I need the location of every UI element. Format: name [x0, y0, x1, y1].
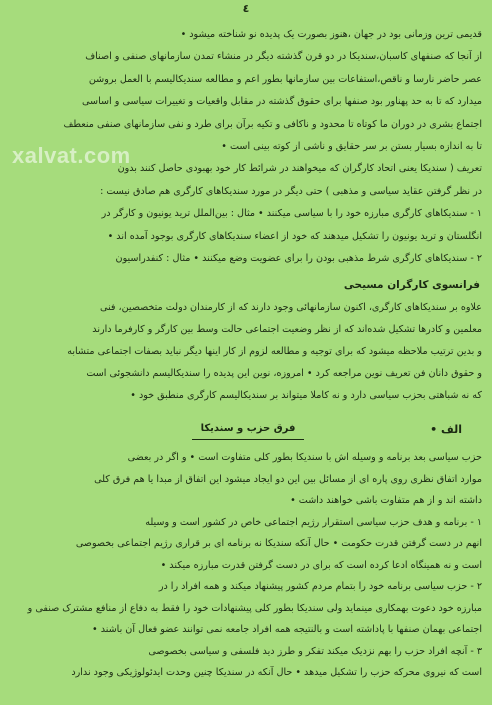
text-line: عصر حاضر نارسا و ناقص،استفاعات بین سازمانها بطور اعم و مطالعه سندیکالیسم با العمل بروشن: [88, 73, 482, 85]
text-line: ۱ - سندیکاهای کارگری مبارزه خود را با سیاسی میکنند • مثال : بین‌الملل ترید یونیون و کارگر در: [101, 208, 482, 220]
text-line: موارد اتفاق نظری روی پاره ای از مسائل بین این دو ایجاد میشود این اتفاق از مبدا یا هم فرق کلی: [94, 473, 482, 485]
watermark-logo: xalvat.com: [12, 143, 131, 168]
text-line: در نظر گرفتن عقاید سیاسی و مذهبی ) حتی دیگر در مورد سندیکاهای کارگری هم صادق نیست :: [100, 185, 482, 197]
section-title: فرق حزب و سندیکا: [192, 423, 304, 440]
text-line: معلمین و کادرها تشکیل شده‌اند که از نظر وضعیت اجتماعی حالت وسط بین کارگر و کارفرما دارند: [92, 324, 482, 335]
text-line: و بدین ترتیب ملاحظه میشود که برای توجیه و مطالعه لزوم از کار اینها دیگر نباید بصفات اجتماعی متشابه: [67, 346, 482, 357]
text-line: علاوه بر سندیکاهای کارگری، اکنون سازمانهائی وجود دارند که از کارمندان دولت متخصصین، فنی: [100, 302, 482, 313]
section-letter: الف •: [430, 423, 462, 436]
text-line: تعریف ( سندیکا یعنی اتحاد کارگران که میخواهند در شرائط کار خود بهبودی حاصل کنند بدون: [117, 163, 482, 175]
text-line: اجتماع بشری در دوران ما کوتاه تا محدود و ناکافی و تکیه برآن برای طرد و نفی سازمانهای صنفی منعطف: [63, 118, 482, 130]
text-line: ۲ - حزب سیاسی برنامه خود را بتمام مردم کشور پیشنهاد میکند و همه افراد را در: [158, 581, 482, 592]
text-line: و حقوق دانان فن تعریف نوین مراجعه کرد • امروزه، نوین این پدیده را سندیکالیسم دانشجوئی است: [86, 368, 482, 379]
text-line: قدیمی ترین وزمانی بود در جهان ،هنوز بصورت یک پدیده نو شناخته میشود •: [180, 29, 482, 40]
text-line: است و نه همینگاه ادعا کرده است که برای در دست گرفتن قدرت مبارزه میکند •: [160, 559, 482, 571]
text-line: انهم در دست گرفتن قدرت حکومت • حال آنکه سندیکا نه برنامه ای بر قراری رژیم اجتماعی بخصوصی: [75, 538, 482, 549]
text-line: مبارزه خود دعوت بهمکاری مینماید ولی سندیکا بطور کلی پیشنهادات خود را فقط به دفاع از منافع مشترک صنفی و: [27, 602, 482, 614]
text-line: از آنجا که صنفهای کاسبان،سندیکا در دو قرن گذشته دیگر در منشاء تمدن سازمانهای صنفی و اصناف: [85, 51, 482, 63]
text-line: است که نیروی محرکه حزب را تشکیل میدهد • حال آنکه در سندیکا چنین وحدت ایدئولوژیکی وجود ندارد: [71, 667, 482, 678]
text-line: ۱ - برنامه و هدف حزب سیاسی استقرار رژیم اجتماعی خاص در کشور است و وسیله: [145, 516, 482, 528]
text-line: داشته اند و از هم متفاوت باشی خواهند داشت •: [290, 495, 482, 506]
text-line: ۲ - سندیکاهای کارگری شرط مذهبی بودن را برای عضویت وضع میکنند • مثال : کنفدراسیون: [115, 253, 482, 264]
page-number: ٤: [242, 2, 250, 15]
text-line: اجتماعی بهمان صنفها با پاداشته است و بالنتیجه همه افراد جامعه نمی توانند عضو فعال آن باشند •: [91, 624, 482, 635]
text-line: انگلستان و ترید یونیون را تشکیل میدهند که خود از اعضاء سندیکاهای کارگری بوجود آمده اند •: [107, 230, 482, 242]
text-line: میدارد که تا به حد پهناور بود صنفها برای حقوق گذشته در مقابل واقعیات و تغییرات سیاسی و اساسی: [82, 96, 482, 108]
subheading-christian-workers: فرانسوی کارگران مسیحی: [343, 279, 480, 291]
text-line: تا به اندازه بسیار بستن بر سر حقایق و ناشی از کوته بینی است •: [221, 141, 482, 152]
text-line: که نه شباهتی بحزب سیاسی دارد و نه کاملا میتواند بر سندیکالیسم کارگری منطبق خود •: [130, 390, 482, 401]
text-line: ۳ - آنچه افراد حزب را بهم نزدیک میکند تفکر و طرز دید فلسفی و سیاسی بخصوصی: [148, 645, 482, 657]
text-line: حزب سیاسی بعد برنامه و وسیله اش با سندیکا بطور کلی متفاوت است • و اگر در بعضی: [127, 452, 482, 463]
